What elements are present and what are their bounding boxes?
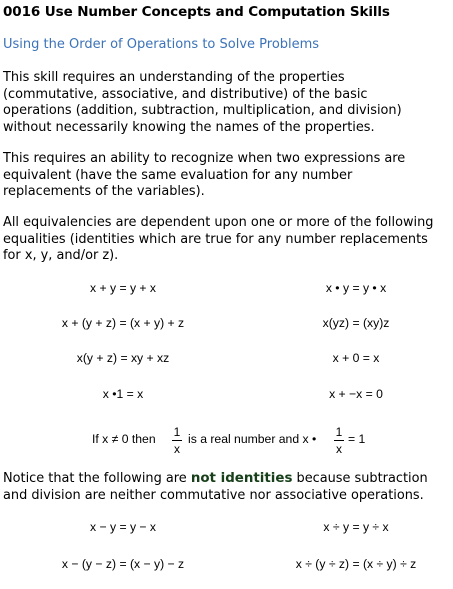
section-subtitle: Using the Order of Operations to Solve Problems bbox=[3, 37, 320, 52]
paragraph-text: Notice that the following are bbox=[3, 471, 191, 486]
fraction-numerator: 1 bbox=[335, 425, 343, 439]
identity-commutative-mult: x • y = y • x bbox=[325, 281, 387, 295]
paragraph-line: This skill requires an understanding of the properties bbox=[3, 70, 345, 85]
paragraph-line bbox=[3, 471, 451, 488]
identity-commutative-add: x + y = y + x bbox=[89, 281, 157, 295]
paragraph-line: equalities (identities which are true for any number replacements bbox=[3, 231, 428, 247]
reciprocal-middle: is a real number and x • bbox=[188, 432, 317, 446]
fraction-denominator: x bbox=[336, 442, 342, 456]
non-identity-division-associative: x ÷ (y ÷ z) = (x ÷ y) ÷ z bbox=[295, 557, 417, 571]
identity-associative-add: x + (y + z) = (x + y) + z bbox=[61, 316, 185, 330]
paragraph-line: All equivalencies are dependent upon one or more of the following bbox=[3, 215, 434, 230]
reciprocal-prefix: If x ≠ 0 then bbox=[92, 432, 156, 446]
paragraph-equivalence bbox=[3, 151, 451, 201]
reciprocal-suffix: = 1 bbox=[348, 432, 366, 446]
fraction-bar bbox=[334, 440, 344, 441]
identity-distributive: x(y + z) = xy + xz bbox=[76, 351, 170, 365]
paragraph-line: operations (addition, subtraction, multiplication, and division) bbox=[3, 103, 402, 119]
identity-associative-mult: x(yz) = (xy)z bbox=[322, 316, 390, 330]
paragraph-equalities bbox=[3, 215, 451, 265]
paragraph-line: and division are neither commutative nor associative operations. bbox=[3, 487, 424, 503]
reciprocal-statement bbox=[0, 425, 453, 459]
fraction-numerator: 1 bbox=[173, 425, 181, 439]
paragraph-line: without necessarily knowing the names of the properties. bbox=[3, 119, 375, 135]
non-identity-division-commutative: x ÷ y = y ÷ x bbox=[323, 520, 389, 534]
paragraph-properties bbox=[3, 70, 451, 136]
paragraph-text: because subtraction bbox=[292, 471, 428, 486]
non-identity-subtraction-associative: x − (y − z) = (x − y) − z bbox=[61, 557, 185, 571]
non-identity-subtraction-commutative: x − y = y − x bbox=[89, 520, 157, 534]
identity-additive-identity: x + 0 = x bbox=[332, 351, 380, 365]
identity-additive-inverse: x + −x = 0 bbox=[329, 387, 383, 401]
paragraph-line: for x, y, and/or z). bbox=[3, 248, 119, 264]
fraction-denominator: x bbox=[174, 442, 180, 456]
emphasis-not-identities: not identities bbox=[190, 471, 293, 486]
identity-multiplicative-identity: x •1 = x bbox=[102, 387, 144, 401]
paragraph-line: This requires an ability to recognize when two expressions are bbox=[3, 151, 406, 166]
paragraph-line: replacements of the variables). bbox=[3, 184, 205, 200]
page-title: 0016 Use Number Concepts and Computation Skills bbox=[3, 4, 390, 20]
paragraph-not-identities bbox=[3, 471, 451, 504]
paragraph-line: (commutative, associative, and distributive) of the basic bbox=[3, 86, 368, 102]
fraction-bar bbox=[172, 440, 182, 441]
paragraph-line: equivalent (have the same evaluation for any number bbox=[3, 167, 353, 183]
